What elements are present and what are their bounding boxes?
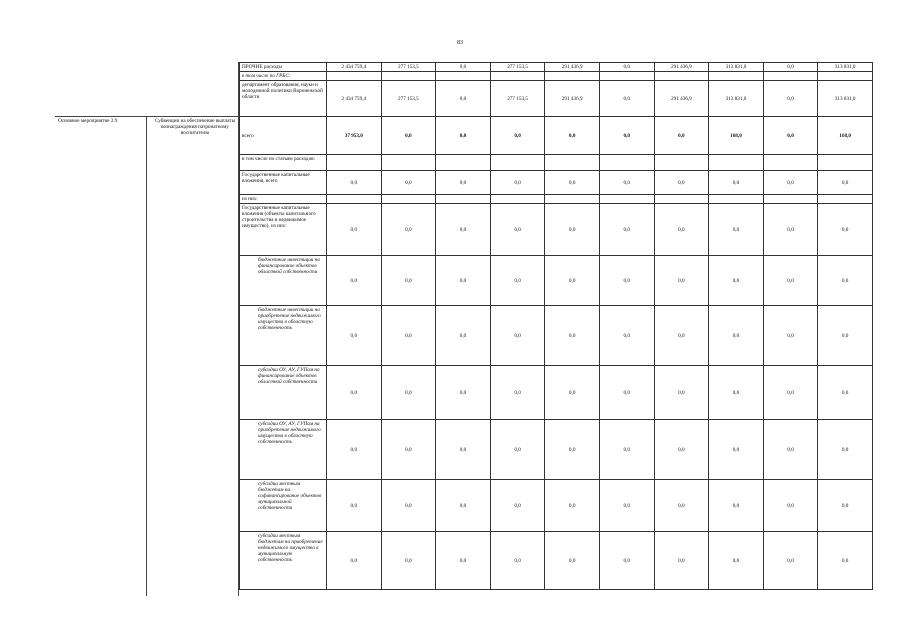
cell: 0,0 (327, 420, 382, 480)
cell: 0,0 (763, 366, 818, 420)
cell: 0,0 (709, 532, 764, 590)
measure-description: Субвенции на обеспечение выплаты вознаграждения патронатному воспитателю (154, 118, 236, 137)
row-label: в том числе по ГРБС: (240, 72, 327, 81)
cell: 0,0 (436, 63, 491, 72)
row-label: субсидии местным бюджетам на приобретение недвижимого имущества в муниципальную собственность (240, 532, 327, 590)
cell: 0,0 (436, 204, 491, 256)
cell (545, 195, 600, 204)
cell (818, 72, 873, 81)
cell: 291 436,9 (654, 63, 709, 72)
measure-name: Основное мероприятие 2.9 (58, 118, 118, 124)
cell: 0,0 (490, 480, 545, 532)
cell (709, 72, 764, 81)
cell: 0,0 (654, 366, 709, 420)
cell: 313 831,0 (709, 81, 764, 117)
cell: 0,0 (599, 306, 654, 366)
cell (327, 195, 382, 204)
cell (436, 195, 491, 204)
cell: 0,0 (327, 256, 382, 306)
cell: 0,0 (763, 117, 818, 155)
cell (545, 72, 600, 81)
cell: 0,0 (763, 63, 818, 72)
cell: 0,0 (381, 532, 436, 590)
cell: 0,0 (381, 117, 436, 155)
cell: 0,0 (709, 171, 764, 195)
cell: 0,0 (436, 480, 491, 532)
cell (818, 155, 873, 171)
cell: 0,0 (654, 420, 709, 480)
row-label: из них: (240, 195, 327, 204)
row-label: департамент образования, науки и молодежной политики Воронежской области (240, 81, 327, 117)
cell: 0,0 (436, 117, 491, 155)
cell: 291 436,9 (654, 81, 709, 117)
cell: 0,0 (763, 81, 818, 117)
table-row (240, 155, 873, 171)
cell: 0,0 (490, 256, 545, 306)
table-row (240, 195, 873, 204)
row-label: субсидии ОУ, АУ, ГУПам на приобретение недвижимого имущества в областную собственность (240, 420, 327, 480)
row-label: бюджетные инвестиции на приобретение недвижимого имущества в областную собственность (240, 306, 327, 366)
cell: 0,0 (818, 204, 873, 256)
cell: 0,0 (763, 420, 818, 480)
cell (545, 155, 600, 171)
cell: 0,0 (763, 204, 818, 256)
cell (709, 155, 764, 171)
table-row (240, 532, 873, 590)
cell: 0,0 (490, 532, 545, 590)
left-section-top-border (55, 116, 239, 117)
cell: 0,0 (381, 171, 436, 195)
cell: 0,0 (545, 204, 600, 256)
cell: 0,0 (763, 480, 818, 532)
cell (381, 72, 436, 81)
cell: 0,0 (327, 204, 382, 256)
cell: 0,0 (818, 256, 873, 306)
cell: 0,0 (436, 420, 491, 480)
cell: 0,0 (436, 306, 491, 366)
cell: 0,0 (327, 171, 382, 195)
cell (763, 195, 818, 204)
cell: 168,0 (709, 117, 764, 155)
cell: 0,0 (599, 117, 654, 155)
cell: 0,0 (818, 532, 873, 590)
cell: 0,0 (654, 306, 709, 366)
cell: 0,0 (763, 256, 818, 306)
cell: 277 153,5 (490, 63, 545, 72)
cell: 0,0 (545, 480, 600, 532)
cell: 277 153,5 (381, 63, 436, 72)
cell: 0,0 (818, 306, 873, 366)
cell: 0,0 (327, 532, 382, 590)
cell: 2 434 759,4 (327, 63, 382, 72)
table-row (240, 306, 873, 366)
table-row (240, 72, 873, 81)
cell: 0,0 (436, 171, 491, 195)
cell (763, 155, 818, 171)
cell (381, 195, 436, 204)
table-row (240, 256, 873, 306)
cell: 0,0 (381, 256, 436, 306)
cell: 277 153,5 (490, 81, 545, 117)
cell: 0,0 (599, 366, 654, 420)
row-label: всего (240, 117, 327, 155)
cell: 0,0 (545, 306, 600, 366)
cell: 0,0 (545, 171, 600, 195)
row-label: в том числе по статьям расходов: (240, 155, 327, 171)
cell: 313 831,0 (818, 81, 873, 117)
cell: 0,0 (381, 204, 436, 256)
cell: 0,0 (818, 366, 873, 420)
cell: 0,0 (381, 480, 436, 532)
cell (490, 72, 545, 81)
cell: 0,0 (818, 420, 873, 480)
cell: 168,0 (818, 117, 873, 155)
cell (490, 155, 545, 171)
cell: 0,0 (599, 256, 654, 306)
cell: 0,0 (381, 306, 436, 366)
cell: 0,0 (709, 420, 764, 480)
cell (327, 72, 382, 81)
cell: 0,0 (599, 420, 654, 480)
cell: 0,0 (545, 366, 600, 420)
cell (490, 195, 545, 204)
cell: 0,0 (490, 420, 545, 480)
cell: 0,0 (327, 306, 382, 366)
cell: 0,0 (490, 117, 545, 155)
row-label: субсидии ОУ, АУ, ГУПам на финансирование объектов областной собственности (240, 366, 327, 420)
funding-table (239, 62, 873, 590)
cell: 0,0 (599, 204, 654, 256)
table-row (240, 63, 873, 72)
cell: 0,0 (709, 366, 764, 420)
row-label: бюджетные инвестиции на финансирование объектов областной собственности (240, 256, 327, 306)
page-number: 83 (457, 40, 463, 46)
table-row (240, 366, 873, 420)
row-label: ПРОЧИЕ расходы (240, 63, 327, 72)
cell: 0,0 (709, 306, 764, 366)
cell: 0,0 (327, 480, 382, 532)
cell (436, 155, 491, 171)
cell: 0,0 (818, 480, 873, 532)
cell: 0,0 (490, 366, 545, 420)
cell: 0,0 (599, 532, 654, 590)
cell: 0,0 (490, 306, 545, 366)
cell: 37 953,0 (327, 117, 382, 155)
cell: 0,0 (599, 63, 654, 72)
table-row (240, 117, 873, 155)
table-row (240, 204, 873, 256)
row-label: субсидии местным бюджетам на софинансирование объектов муниципальной собственности (240, 480, 327, 532)
cell: 0,0 (599, 171, 654, 195)
cell: 0,0 (763, 532, 818, 590)
cell: 0,0 (381, 420, 436, 480)
cell (599, 155, 654, 171)
cell: 0,0 (545, 256, 600, 306)
cell: 0,0 (545, 420, 600, 480)
cell (654, 155, 709, 171)
cell (436, 72, 491, 81)
cell (327, 155, 382, 171)
cell: 0,0 (381, 366, 436, 420)
cell: 291 436,9 (545, 63, 600, 72)
cell: 0,0 (763, 306, 818, 366)
cell: 0,0 (654, 117, 709, 155)
cell: 0,0 (654, 480, 709, 532)
cell: 0,0 (654, 171, 709, 195)
left-section-divider-1 (146, 116, 147, 596)
cell: 0,0 (436, 532, 491, 590)
table-row (240, 171, 873, 195)
row-label: Государственные капитальные вложения, всего (240, 171, 327, 195)
cell: 0,0 (436, 81, 491, 117)
cell: 0,0 (490, 171, 545, 195)
cell (709, 195, 764, 204)
table-row (240, 480, 873, 532)
cell: 0,0 (436, 366, 491, 420)
cell: 0,0 (545, 532, 600, 590)
cell: 0,0 (599, 81, 654, 117)
cell (818, 195, 873, 204)
cell: 0,0 (709, 204, 764, 256)
cell: 313 831,0 (818, 63, 873, 72)
cell: 0,0 (654, 204, 709, 256)
cell (599, 72, 654, 81)
row-label: Государственные капитальные вложения (объекты капитального строительства и недвижимое имущество), из них: (240, 204, 327, 256)
table-row (240, 81, 873, 117)
cell: 0,0 (654, 532, 709, 590)
table-row (240, 420, 873, 480)
cell: 313 831,0 (709, 63, 764, 72)
cell: 0,0 (599, 480, 654, 532)
cell: 0,0 (709, 480, 764, 532)
cell (381, 155, 436, 171)
cell: 0,0 (654, 256, 709, 306)
cell (654, 195, 709, 204)
cell: 0,0 (436, 256, 491, 306)
cell: 277 153,5 (381, 81, 436, 117)
cell (599, 195, 654, 204)
cell: 0,0 (327, 366, 382, 420)
cell: 0,0 (490, 204, 545, 256)
cell (763, 72, 818, 81)
cell (654, 72, 709, 81)
cell: 0,0 (709, 256, 764, 306)
cell: 2 434 759,4 (327, 81, 382, 117)
cell: 0,0 (763, 171, 818, 195)
cell: 291 436,9 (545, 81, 600, 117)
cell: 0,0 (545, 117, 600, 155)
cell: 0,0 (818, 171, 873, 195)
